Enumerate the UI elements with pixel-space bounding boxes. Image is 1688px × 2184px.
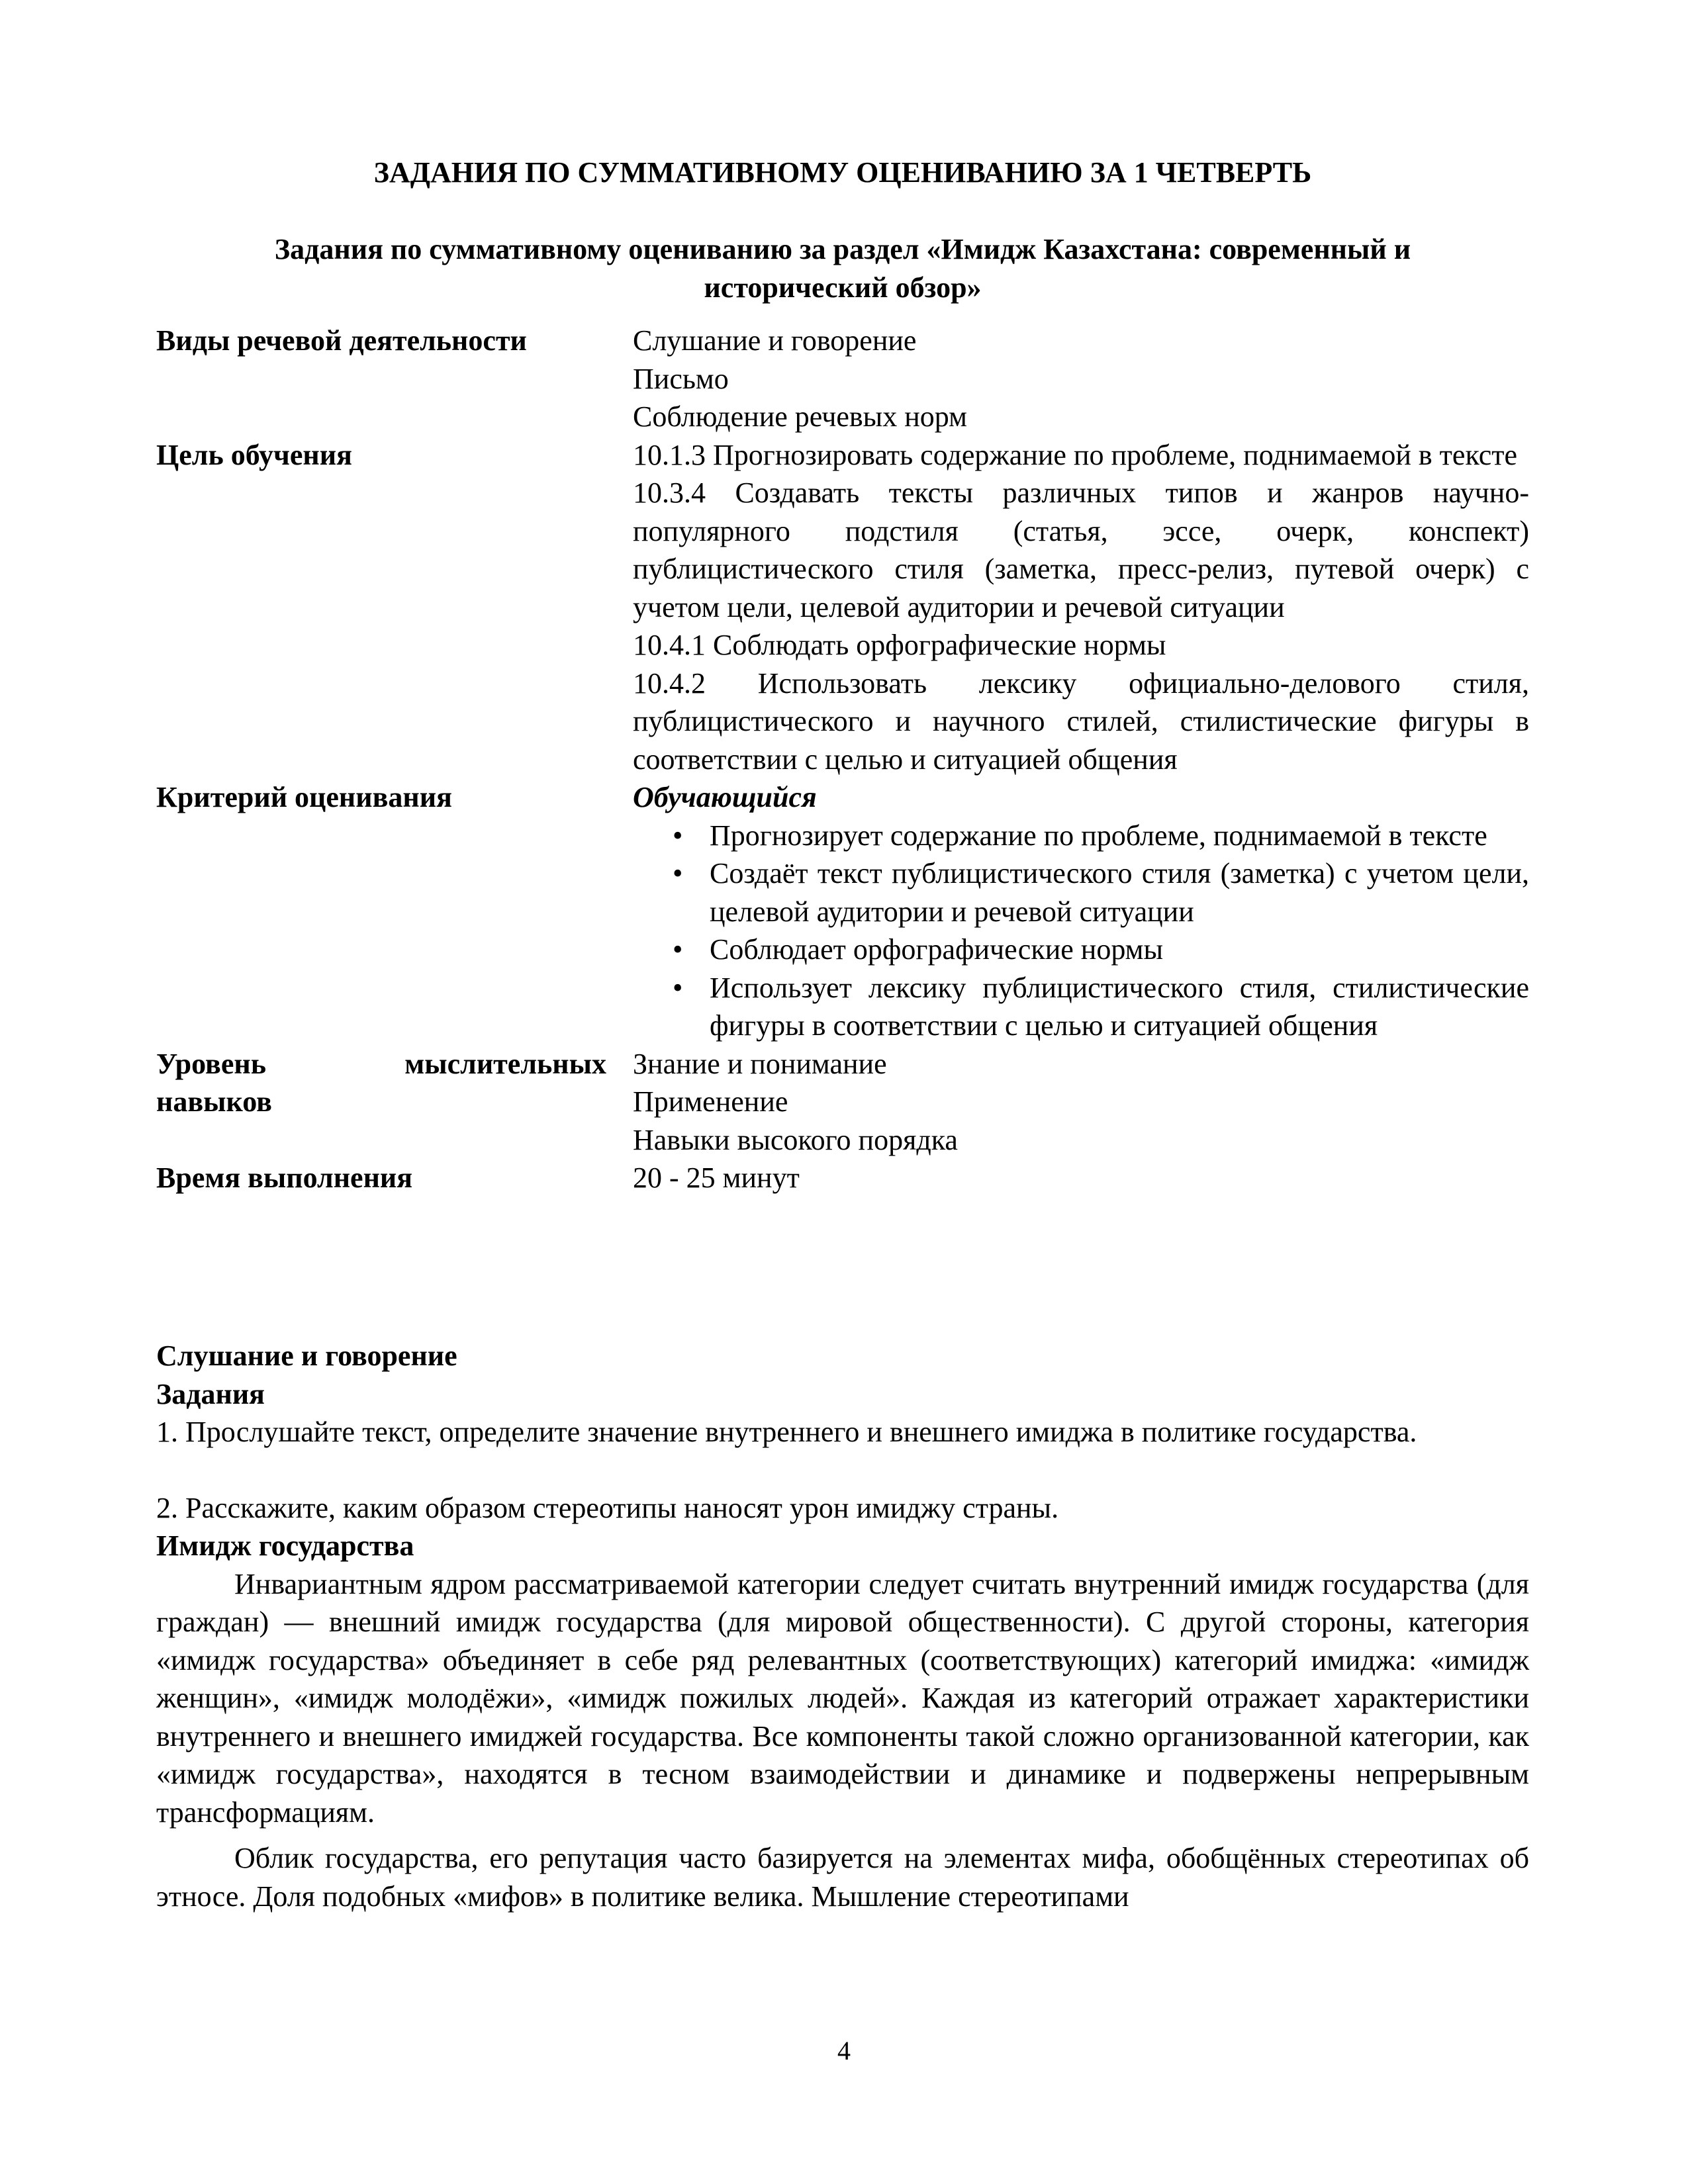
criteria-item: • Создаёт текст публицистического стиля (заметка) с учетом цели, целевой аудитории и речевой ситуации [633,854,1529,931]
assessment-info-table [156,322,1529,1197]
criteria-list [633,817,1529,1045]
learning-goal-item: 10.1.3 Прогнозировать содержание по проблеме, поднимаемой в тексте [633,438,1518,471]
tasks-heading: Задания [156,1377,265,1410]
speech-activity-row [156,322,1529,436]
thinking-skills-values [633,1045,1529,1160]
spacer [156,1451,1529,1489]
section-heading: Слушание и говорение [156,1340,457,1372]
text-paragraph: Облик государства, его репутация часто базируется на элементах мифа, обобщённых стереотипах об этносе. Доля подобных «мифов» в политике велика. Мышление стереотипами [156,1842,1529,1913]
time-label: Время выполнения [156,1161,413,1194]
learning-goal-item: 10.4.2 Использовать лексику официально-делового стиля, публицистического и научного стилей, стилистические фигуры в соответствии с целью и ситуацией общения [633,666,1529,776]
speech-activity-value: Слушание и говорение [633,324,917,357]
criteria-item: • Прогнозирует содержание по проблеме, поднимаемой в тексте [633,817,1529,855]
spacer [156,1831,1529,1839]
thinking-skills-row [156,1045,1529,1160]
criteria-head: Обучающийся [633,781,817,813]
thinking-skills-value: Знание и понимание [633,1047,887,1080]
criteria-values [633,778,1529,1045]
page-number: 4 [837,2036,851,2066]
document-title: ЗАДАНИЯ ПО СУММАТИВНОМУ ОЦЕНИВАНИЮ ЗА 1 ЧЕТВЕРТЬ [373,156,1312,189]
thinking-skills-label [156,1045,633,1160]
learning-goal-item: 10.4.1 Соблюдать орфографические нормы [633,629,1166,661]
thinking-skills-label-line: Уровень мыслительных [156,1047,606,1080]
task-body [156,1337,1529,1915]
criteria-label: Критерий оценивания [156,781,452,813]
time-value: 20 - 25 минут [633,1161,800,1194]
text-paragraph: Инвариантным ядром рассматриваемой категории следует считать внутренний имидж государства (для граждан) — внешний имидж государства (для мировой общественности). С другой стороны, категория «имидж государства» объединяет в себе ряд релевантных (соответствующих) категорий имиджа: «имидж женщин», «имидж молодёжи», «имидж пожилых людей». Каждая из категорий отражает характеристики внутреннего и внешнего имиджей государства. Все компоненты такой сложно организованной категории, как «имидж государства», находятся в тесном взаимодействии и динамике и подвержены непрерывным трансформациям. [156,1567,1529,1829]
task-item: 2. Расскажите, каким образом стереотипы наносят урон имиджу страны. [156,1491,1059,1524]
learning-goal-label: Цель обучения [156,438,352,471]
criteria-item: • Соблюдает орфографические нормы [633,931,1529,969]
document-subtitle: Задания по суммативному оцениванию за раздел «Имидж Казахстана: современный и исторический обзор» [274,233,1411,304]
speech-activity-value: Письмо [633,362,729,395]
speech-activity-label: Виды речевой деятельности [156,324,527,357]
speech-activity-values [633,322,1529,436]
learning-goal-row [156,436,1529,779]
task-item: 1. Прослушайте текст, определите значение внутреннего и внешнего имиджа в политике государства. [156,1416,1417,1448]
criteria-row [156,778,1529,1045]
text-heading: Имидж государства [156,1529,414,1562]
thinking-skills-label-line: навыков [156,1085,272,1118]
learning-goal-item: 10.3.4 Создавать тексты различных типов и жанров научно-популярного подстиля (статья, эссе, очерк, конспект) публицистического стиля (заметка, пресс-релиз, путевой очерк) с учетом цели, целевой аудитории и речевой ситуации [633,477,1529,623]
thinking-skills-value: Применение [633,1085,788,1118]
speech-activity-value: Соблюдение речевых норм [633,400,967,433]
learning-goal-values [633,436,1529,779]
thinking-skills-value: Навыки высокого порядка [633,1123,958,1156]
criteria-item: • Использует лексику публицистического стиля, стилистические фигуры в соответствии с целью и ситуацией общения [633,969,1529,1045]
time-row [156,1159,1529,1197]
